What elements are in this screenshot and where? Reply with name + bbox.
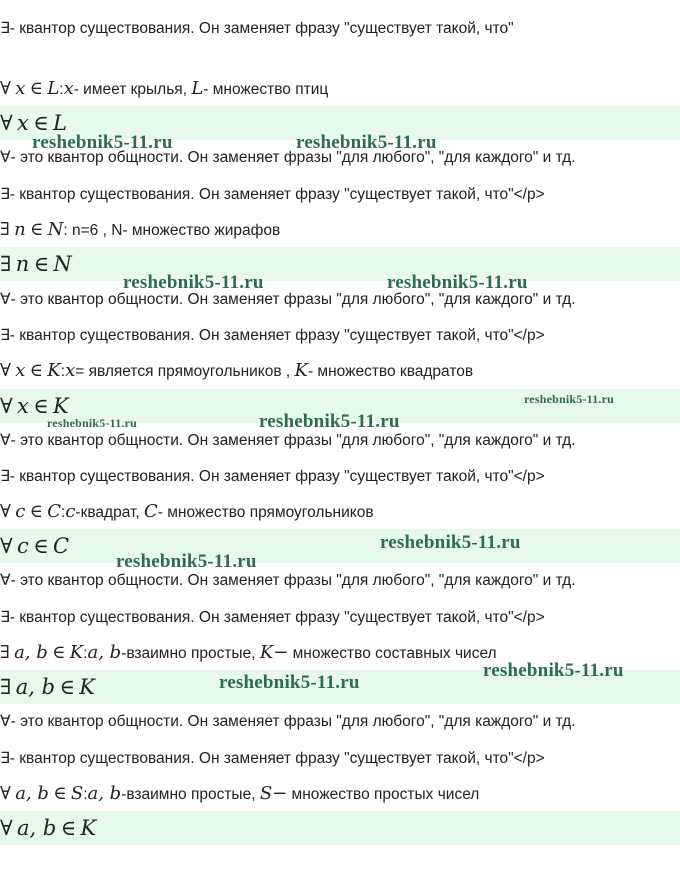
text-line: ∃- квантор существования. Он заменяет фразу "существует такой, что"</p> xyxy=(0,186,545,203)
text-line: ∀- это квантор общности. Он заменяет фразы "для любого", "для каждого" и тд. xyxy=(0,713,576,730)
formula-block: ∀ c ∈ C xyxy=(0,529,680,563)
text-line: ∃- квантор существования. Он заменяет фразу "существует такой, что"</p> xyxy=(0,609,545,626)
watermark: reshebnik5-11.ru xyxy=(123,272,264,293)
formula-block: ∀ x ∈ L xyxy=(0,106,680,140)
watermark: reshebnik5-11.ru xyxy=(47,416,137,430)
watermark: reshebnik5-11.ru xyxy=(32,132,173,153)
watermark: reshebnik5-11.ru xyxy=(483,660,624,681)
text-line: ∀- это квантор общности. Он заменяет фразы "для любого", "для каждого" и тд. xyxy=(0,572,576,589)
text-line: ∃- квантор существования. Он заменяет фразу "существует такой, что" xyxy=(0,20,514,37)
text-line: ∃- квантор существования. Он заменяет фразу "существует такой, что"</p> xyxy=(0,468,545,485)
math-statement: ∀ x ∈ K:x= является прямоугольников , K- множество квадратов xyxy=(0,360,474,381)
text-line: ∀- это квантор общности. Он заменяет фразы "для любого", "для каждого" и тд. xyxy=(0,432,576,449)
math-statement: ∃ a, b ∈ K:a, b-взаимно простые, K− множество составных чисел xyxy=(0,642,497,663)
math-statement: ∀ c ∈ C:c-квадрат, C- множество прямоугольников xyxy=(0,501,374,522)
watermark: reshebnik5-11.ru xyxy=(219,672,360,693)
text-line: ∃- квантор существования. Он заменяет фразу "существует такой, что"</p> xyxy=(0,327,545,344)
formula-block: ∀ a, b ∈ K xyxy=(0,811,680,845)
watermark: reshebnik5-11.ru xyxy=(380,532,521,553)
watermark: reshebnik5-11.ru xyxy=(259,411,400,432)
watermark: reshebnik5-11.ru xyxy=(296,132,437,153)
formula-block: ∀ x ∈ K xyxy=(0,389,680,423)
formula-block: ∃ a, b ∈ K xyxy=(0,670,680,704)
text-line: ∀- это квантор общности. Он заменяет фразы "для любого", "для каждого" и тд. xyxy=(0,149,576,166)
math-statement: ∀ a, b ∈ S:a, b-взаимно простые, S− множество простых чисел xyxy=(0,783,480,804)
math-statement: ∀ x ∈ L:x- имеет крылья, L- множество птиц xyxy=(0,78,329,99)
watermark: reshebnik5-11.ru xyxy=(524,392,614,406)
watermark: reshebnik5-11.ru xyxy=(387,272,528,293)
watermark: reshebnik5-11.ru xyxy=(116,551,257,572)
math-statement: ∃ n ∈ N: n=6 , N- множество жирафов xyxy=(0,219,281,240)
text-line: ∃- квантор существования. Он заменяет фразу "существует такой, что"</p> xyxy=(0,750,545,767)
text-line: ∀- это квантор общности. Он заменяет фразы "для любого", "для каждого" и тд. xyxy=(0,291,576,308)
formula-block: ∃ n ∈ N xyxy=(0,247,680,281)
